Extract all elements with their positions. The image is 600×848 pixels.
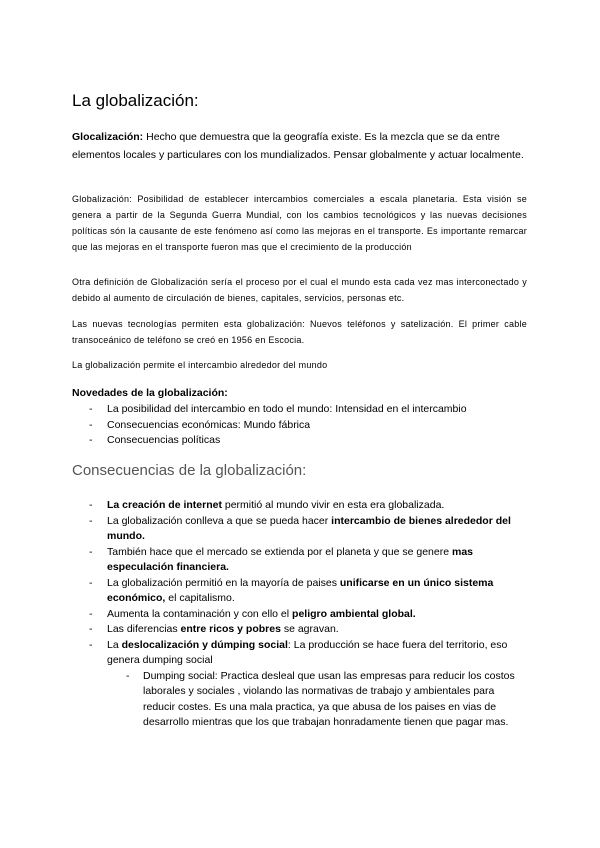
- consecuencias-heading: Consecuencias de la globalización:: [72, 462, 307, 479]
- list-item: [72, 514, 527, 545]
- item-emphasis: deslocalización y dúmping social: [121, 638, 288, 651]
- glocalizacion-text: Hecho que demuestra que la geografía existe. Es la mezcla que se da entre elementos locales y particulares con los mundializados. Pensar globalmente y actuar localmente.: [72, 131, 524, 161]
- item-text: Las diferencias: [107, 623, 181, 635]
- list-item: [72, 638, 527, 731]
- list-item: - Consecuencias económicas: Mundo fábrica: [72, 418, 527, 434]
- list-item: - La posibilidad del intercambio en todo el mundo: Intensidad en el intercambio: [72, 402, 527, 418]
- glocalizacion-term: Glocalización:: [72, 131, 144, 143]
- item-text: : La producción se hace fuera del territorio, eso genera dumping social: [107, 638, 508, 666]
- item-emphasis: peligro ambiental global.: [292, 607, 416, 620]
- globalizacion-definition: Globalización: Posibilidad de establecer intercambios comerciales a escala planetaria. Esta visión se genera a partir de la Segunda Guerra Mundial, con los cambios tecnológicos y las nuevas decisiones políticas són la causante de este fenómeno así como las mejoras en el transporte. Es importante remarcar que las mejoras en el transporte fueron mas que el crecimiento de la producción: [72, 194, 527, 252]
- list-item: [72, 545, 527, 576]
- novedades-list: [72, 402, 527, 449]
- item-text: se agravan.: [280, 623, 339, 635]
- item-text: Aumenta la contaminación y con ello el: [107, 607, 293, 620]
- list-item: - Consecuencias políticas: [72, 433, 527, 449]
- intercambio-paragraph: La globalización permite el intercambio alrededor del mundo: [72, 360, 328, 370]
- item-text: el capitalismo.: [165, 592, 235, 604]
- list-item: [72, 498, 527, 514]
- item-text: La globalización conlleva a que se pueda hacer: [107, 514, 332, 527]
- item-text: La globalización permitió en la mayoría de paises: [107, 576, 340, 589]
- consecuencias-list: [72, 498, 527, 731]
- list-item: [72, 607, 527, 623]
- item-emphasis: La creación de internet: [107, 499, 222, 511]
- item-emphasis: intercambio de bienes alrededor del mundo.: [107, 514, 511, 542]
- dumping-sublist: [107, 669, 527, 731]
- item-emphasis: mas especulación financiera.: [107, 545, 473, 573]
- otra-definicion-paragraph: Otra definición de Globalización sería el proceso por el cual el mundo esta cada vez mas interconectado y debido al aumento de circulación de bienes, capitales, servicios, personas etc.: [72, 277, 527, 303]
- item-emphasis: unificarse en un único sistema económico,: [107, 576, 494, 604]
- item-text: permitió al mundo vivir en esta era globalizada.: [221, 499, 445, 511]
- list-item: [72, 576, 527, 607]
- nuevas-tecnologias-paragraph: Las nuevas tecnologías permiten esta globalización: Nuevos teléfonos y satelización. El primer cable transoceánico de teléfono se creó en 1956 en Escocia.: [72, 319, 527, 345]
- novedades-heading: Novedades de la globalización:: [72, 387, 228, 399]
- item-text: También hace que el mercado se extienda por el planeta y que se genere: [107, 545, 452, 558]
- item-emphasis: entre ricos y pobres: [180, 623, 281, 635]
- list-item: - Dumping social: Practica desleal que usan las empresas para reducir los costos laborales y sociales , violando las normativas de trabajo y ambientales para reducir costes. Es una mala practica, ya que abusa de los paises en vias de desarrollo mientras que los que trabajan honradamente tienen que pagar mas.: [107, 669, 527, 731]
- list-item: [72, 622, 527, 638]
- item-text: La: [107, 638, 122, 651]
- page-title: La globalización:: [72, 91, 199, 110]
- glocalizacion-paragraph: [72, 128, 527, 164]
